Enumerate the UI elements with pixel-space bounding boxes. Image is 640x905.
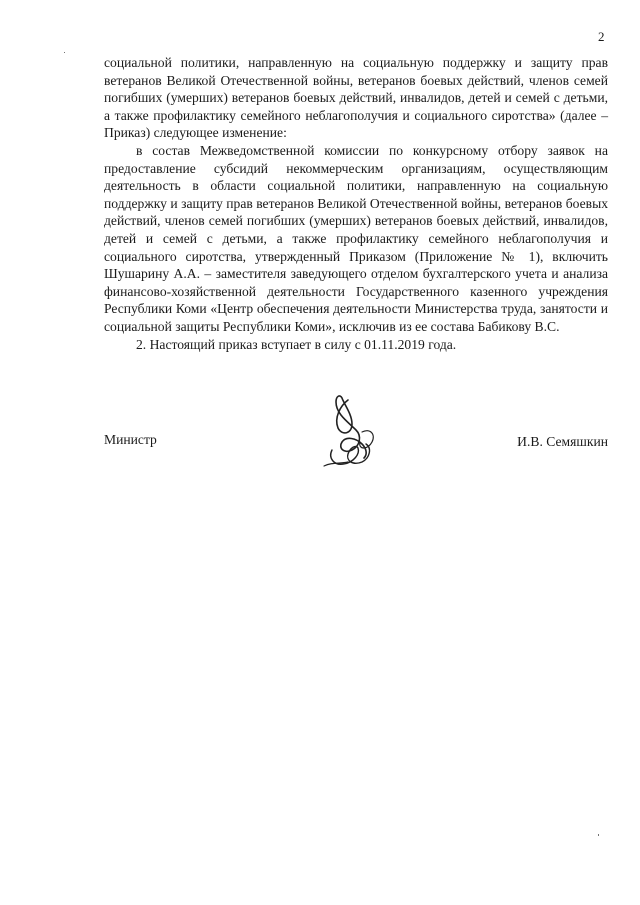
paragraph-commission-change: в состав Межведомственной комиссии по конкурсному отбору заявок на предоставление субсидий некоммерческим организациям, осуществляющим деятельность в области социальной политики, направленную на социальную поддержку и защиту прав ветеранов Великой Отечественной войны, ветеранов боевых действий, членов семей погибших (умерших) ветеранов боевых действий, инвалидов, детей и семей с детьми, а также профилактику семейного неблагополучия и социального сиротства, утвержденный Приказом (Приложение № 1), включить Шушарину А.А. – заместителя заведующего отделом бухгалтерского учета и анализа финансово-хозяйственной деятельности Государственного казенного учреждения Республики Коми «Центр обеспечения деятельности Министерства труда, занятости и социальной защиты Республики Коми», исключив из ее состава Бабикову В.С. <box>104 142 608 334</box>
scan-speck <box>64 52 65 53</box>
page-number: 2 <box>598 29 605 44</box>
order-body <box>104 54 608 353</box>
scan-speck <box>598 834 599 836</box>
signature-block <box>104 392 608 482</box>
paragraph-continuation: социальной политики, направленную на социальную поддержку и защиту прав ветеранов Великой Отечественной войны, ветеранов боевых действий, членов семей погибших (умерших) ветеранов боевых действий, инвалидов, детей и семей с детьми, а также профилактику семейного неблагополучия и социального сиротства» (далее – Приказ) следующее изменение: <box>104 55 608 141</box>
signer-name: И.В. Семяшкин <box>517 434 608 449</box>
handwritten-signature <box>318 392 388 472</box>
paragraph-effective-date: 2. Настоящий приказ вступает в силу с 01.11.2019 года. <box>136 336 457 352</box>
signer-title: Министр <box>104 432 157 447</box>
